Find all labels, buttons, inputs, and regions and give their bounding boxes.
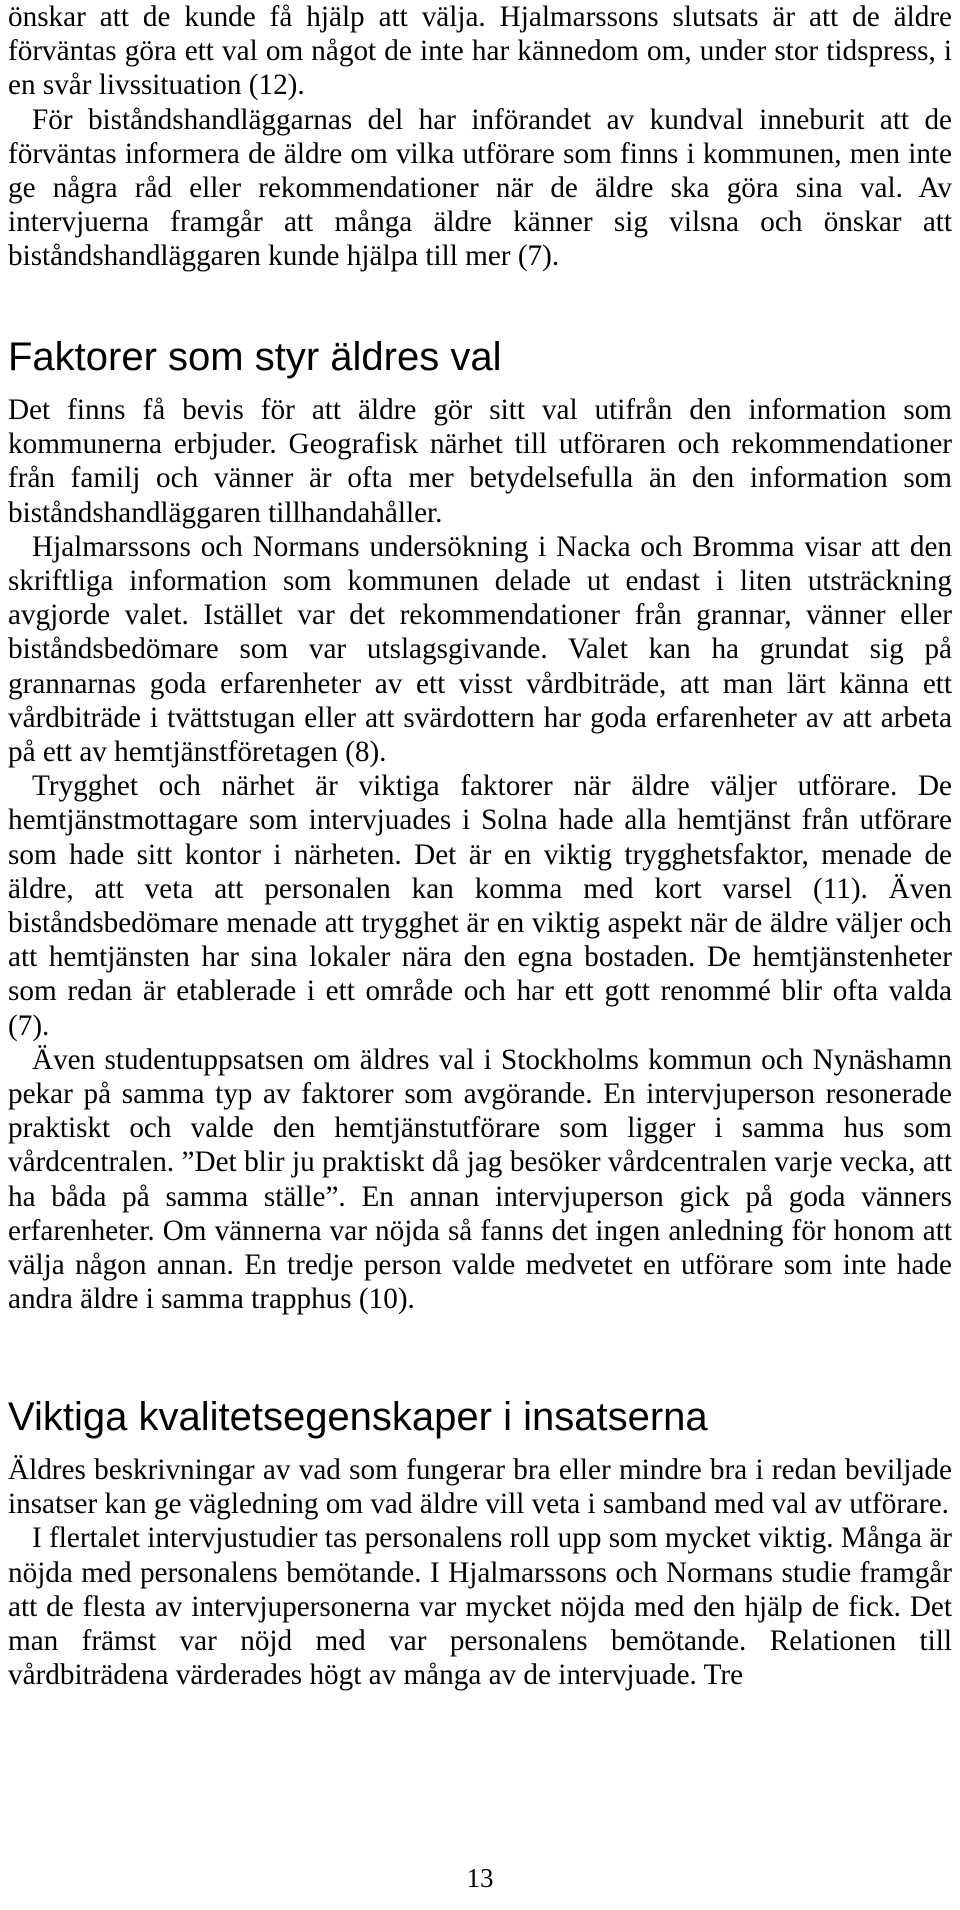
faktorer-paragraph-3: Trygghet och närhet är viktiga faktorer när äldre väljer utförare. De hemtjänstmottagare som intervjuades i Solna hade alla hemtjänst från utförare som hade sitt kontor i närheten. Det är en viktig trygghetsfaktor, menade de äldre, att veta att personalen kan komma med kort varsel (11). Även biståndsbedömare menade att trygghet är en viktig aspekt när de äldre väljer och att hemtjänsten har sina lokaler nära den egna bostaden. De hemtjänstenheter som redan är etablerade i ett område och har ett gott renommé blir ofta valda (7). bbox=[8, 770, 952, 1042]
viktiga-paragraph-1: Äldres beskrivningar av vad som fungerar bra eller mindre bra i redan beviljade insatser kan ge vägledning om vad äldre vill veta i samband med val av utförare. bbox=[8, 1454, 952, 1521]
intro-text-block bbox=[8, 0, 952, 274]
faktorer-text-block bbox=[8, 393, 952, 1316]
intro-paragraph-2: För biståndshandläggarnas del har införandet av kundval inneburit att de förväntas informera de äldre om vilka utförare som finns i kommunen, men inte ge några råd eller rekommendationer när de äldre ska göra sina val. Av intervjuerna framgår att många äldre känner sig vilsna och önskar att biståndshandläggaren kunde hjälpa till mer (7). bbox=[8, 103, 952, 273]
viktiga-text-block bbox=[8, 1453, 952, 1692]
viktiga-paragraph-2: I flertalet intervjustudier tas personalens roll upp som mycket viktig. Många är nöjda med personalens bemötande. I Hjalmarssons och Normans studie framgår att de flesta av intervjupersonerna var mycket nöjda med den hjälp de fick. Det man främst var nöjd med var personalens bemötande. Relationen till vårdbiträdena värderades högt av många av de intervjuade. Tre bbox=[8, 1522, 952, 1692]
faktorer-paragraph-4: Även studentuppsatsen om äldres val i Stockholms kommun och Nynäshamn pekar på samma typ av faktorer som avgörande. En intervjuperson resonerade praktiskt och valde den hemtjänstutförare som ligger i samma hus som vårdcentralen. ”Det blir ju praktiskt då jag besöker vårdcentralen varje vecka, att ha båda på samma ställe”. En annan intervjuperson gick på goda vänners erfarenheter. Om vännerna var nöjda så fanns det ingen anledning för honom att välja någon annan. En tredje person valde medvetet en utförare som inte hade andra äldre i samma trapphus (10). bbox=[8, 1043, 952, 1316]
intro-paragraph-1: önskar att de kunde få hjälp att välja. Hjalmarssons slutsats är att de äldre förväntas göra ett val om något de inte har kännedom om, under stor tidspress, i en svår livssituation (12). bbox=[8, 1, 952, 102]
section-heading-viktiga: Viktiga kvalitetsegenskaper i insatserna bbox=[8, 1395, 708, 1439]
page-number: 13 bbox=[466, 1863, 494, 1893]
section-heading-faktorer: Faktorer som styr äldres val bbox=[8, 335, 502, 379]
faktorer-paragraph-1: Det finns få bevis för att äldre gör sitt val utifrån den information som kommunerna erbjuder. Geografisk närhet till utföraren och rekommendationer från familj och vänner är ofta mer betydelsefulla än den information som biståndshandläggaren tillhandahåller. bbox=[8, 394, 952, 529]
faktorer-paragraph-2: Hjalmarssons och Normans undersökning i Nacka och Bromma visar att den skriftliga information som kommunen delade ut endast i liten utsträckning avgjorde valet. Istället var det rekommendationer från grannar, vänner eller biståndsbedömare som var utslagsgivande. Valet kan ha grundat sig på grannarnas goda erfarenheter av ett visst vårdbiträde, att man lärt känna ett vårdbiträde i tvättstugan eller att svärdottern har goda erfarenheter av att arbeta på ett av hemtjänstföretagen (8). bbox=[8, 530, 952, 769]
